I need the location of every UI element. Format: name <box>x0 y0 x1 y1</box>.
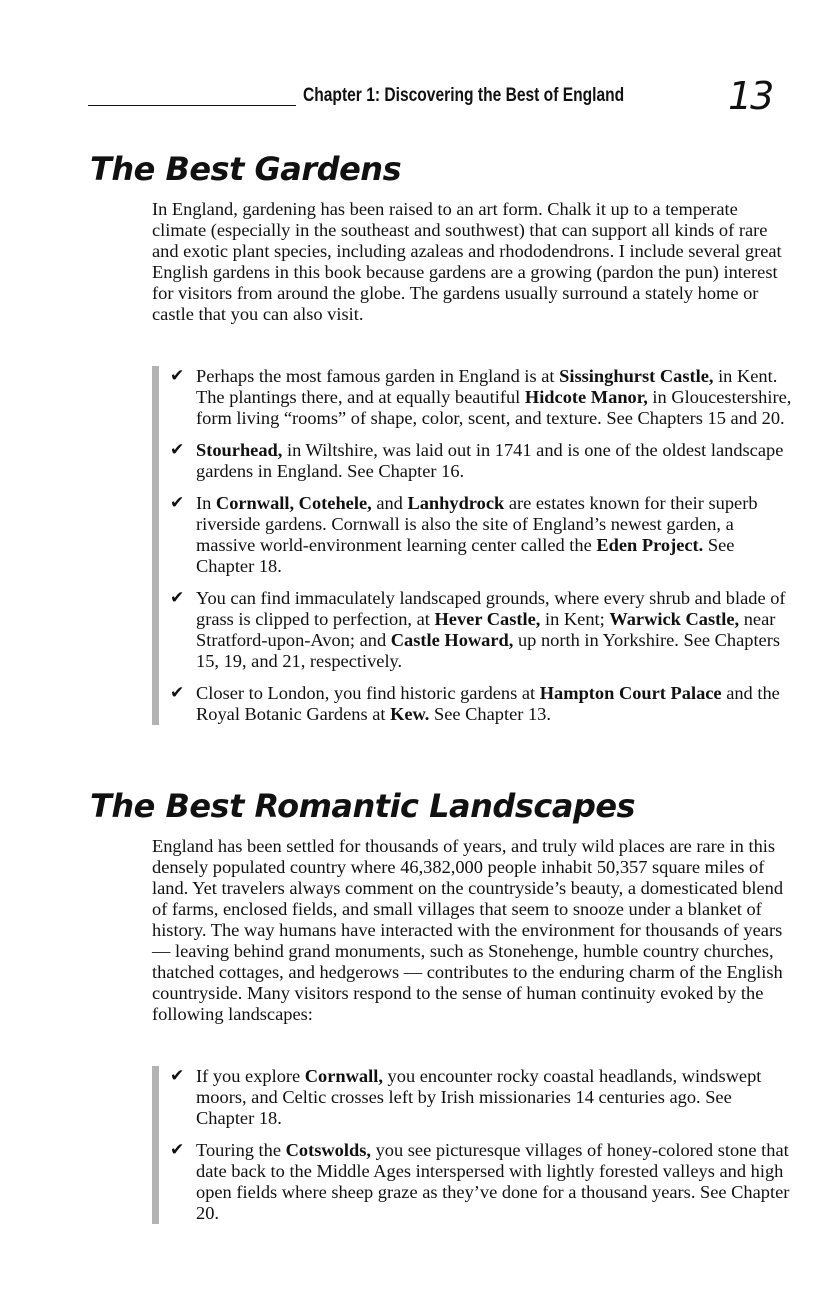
chapter-title: Chapter 1: Discovering the Best of England <box>303 85 625 106</box>
check-mark-icon: ✔ <box>170 366 185 386</box>
section-heading-landscapes: The Best Romantic Landscapes <box>90 787 636 825</box>
list-item <box>159 1140 793 1224</box>
bold-place-name: Lanhydrock <box>407 493 505 513</box>
list-text: You can find immaculately landscaped grounds, where every shrub and blade of grass is clipped to perfection, at <box>196 588 786 629</box>
check-mark-icon: ✔ <box>170 588 185 608</box>
bold-place-name: Hever Castle, <box>434 609 541 629</box>
list-text: Touring the <box>196 1140 286 1160</box>
list-text: See Chapter 18. <box>196 535 735 576</box>
bold-place-name: Castle Howard, <box>390 630 514 650</box>
check-mark-icon: ✔ <box>170 1066 185 1086</box>
section-heading-gardens: The Best Gardens <box>90 150 402 188</box>
check-mark-icon: ✔ <box>170 683 185 703</box>
section-paragraph-landscapes: England has been settled for thousands of years, and truly wild places are rare in this densely populated country where 46,382,000 people inhabit 50,357 square miles of land. Yet travelers always comment on the countryside’s beauty, a domesticated blend of farms, enclosed fields, and small villages that seem to snooze under a blanket of history. The way humans have interacted with the environment for thousands of years — leaving behind grand monuments, such as Stonehenge, humble country churches, thatched cottages, and hedgerows — contributes to the enduring charm of the English countryside. Many visitors respond to the sense of human continuity evoked by the following landscapes: <box>152 836 784 1024</box>
bold-place-name: Cotswolds, <box>285 1140 371 1160</box>
list-text: Closer to London, you find historic gardens at <box>196 683 540 703</box>
list-text: near Stratford-upon-Avon; and <box>196 609 776 650</box>
list-item <box>159 683 793 725</box>
bold-place-name: Stourhead, <box>196 440 283 460</box>
bold-place-name: Kew. <box>390 704 430 724</box>
bullet-list-gardens <box>152 366 793 725</box>
list-text: are estates known for their superb riverside gardens. Cornwall is also the site of England’s newest garden, a massive world-environment learning center called the <box>196 493 758 555</box>
check-mark-icon: ✔ <box>170 1140 185 1160</box>
list-text: and <box>371 493 408 513</box>
list-text: in Kent. The plantings there, and at equally beautiful <box>196 366 778 407</box>
list-item <box>159 1066 793 1129</box>
bold-place-name: Hidcote Manor, <box>524 387 648 407</box>
list-item <box>159 366 793 429</box>
page-number: 13 <box>728 74 773 118</box>
bold-place-name: Hampton Court Palace <box>539 683 722 703</box>
list-item <box>159 493 793 577</box>
list-text: If you explore <box>196 1066 305 1086</box>
check-mark-icon: ✔ <box>170 493 185 513</box>
check-mark-icon: ✔ <box>170 440 185 460</box>
bold-place-name: Warwick Castle, <box>609 609 740 629</box>
list-text: in Wiltshire, was laid out in 1741 and is one of the oldest landscape gardens in England. See Chapter 16. <box>196 440 784 481</box>
list-text: See Chapter 13. <box>429 704 551 724</box>
list-text: and the Royal Botanic Gardens at <box>196 683 780 724</box>
bold-place-name: Cornwall, Cotehele, <box>215 493 372 513</box>
running-head <box>88 76 778 116</box>
bold-place-name: Sissinghurst Castle, <box>559 366 714 386</box>
list-text: Perhaps the most famous garden in England is at <box>196 366 560 386</box>
bold-place-name: Cornwall, <box>304 1066 383 1086</box>
header-rule <box>88 105 296 106</box>
section-paragraph-gardens: In England, gardening has been raised to an art form. Chalk it up to a temperate climate (especially in the southeast and southwest) that can support all kinds of rare and exotic plant species, including azaleas and rhododendrons. I include several great English gardens in this book because gardens are a growing (pardon the pun) interest for visitors from around the globe. The gardens usually surround a stately home or castle that you can also visit. <box>152 199 782 324</box>
list-text: in Gloucestershire, form living “rooms” of shape, color, scent, and texture. See Chapters 15 and 20. <box>196 387 792 428</box>
list-text: you encounter rocky coastal headlands, windswept moors, and Celtic crosses left by Irish missionaries 14 centuries ago. See Chapter 18. <box>196 1066 762 1128</box>
list-item <box>159 588 793 672</box>
list-text: In <box>196 493 216 513</box>
list-text: up north in Yorkshire. See Chapters 15, 19, and 21, respectively. <box>196 630 781 671</box>
list-text: in Kent; <box>540 609 610 629</box>
bold-place-name: Eden Project. <box>596 535 704 555</box>
list-item <box>159 440 793 482</box>
bullet-list-landscapes <box>152 1066 793 1224</box>
list-text: you see picturesque villages of honey-colored stone that date back to the Middle Ages interspersed with lightly forested valleys and high open fields where sheep graze as they’ve done for a thousand years. See Chapter 20. <box>196 1140 790 1223</box>
